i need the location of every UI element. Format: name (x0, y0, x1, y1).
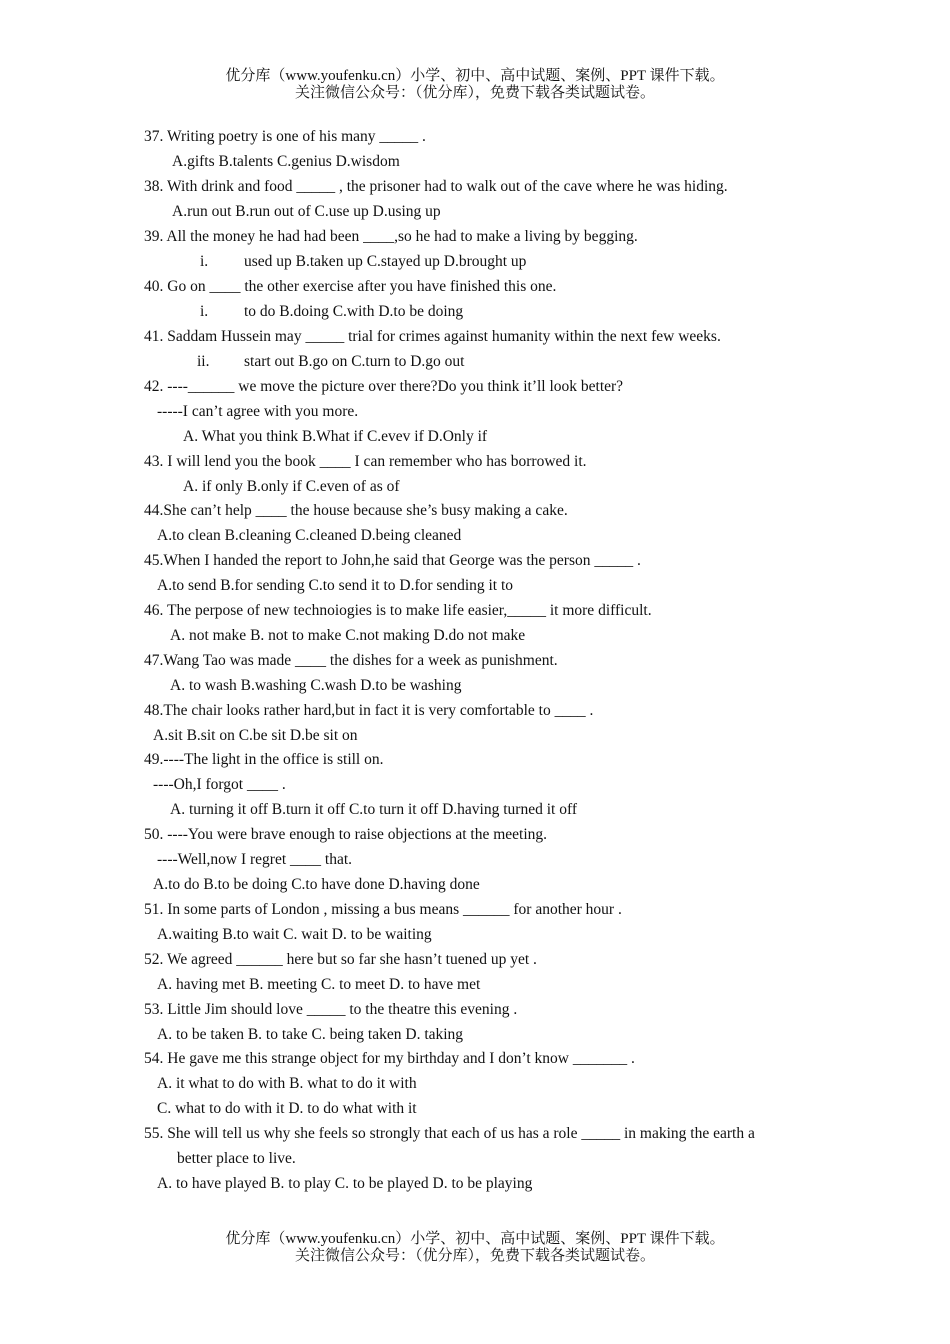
question-55-continued: better place to live. (177, 1150, 296, 1167)
options-48: A.sit B.sit on C.be sit D.be sit on (153, 727, 358, 744)
options-54-ab: A. it what to do with B. what to do it with (157, 1075, 417, 1092)
footer-line-2: 关注微信公众号：（优分库），免费下载各类试题试卷。 (294, 1248, 655, 1264)
question-50-reply: ----Well,now I regret ____ that. (157, 851, 353, 868)
options-39 (200, 252, 526, 272)
question-40: 40. Go on ____ the other exercise after you have finished this one. (144, 278, 557, 295)
options-53: A. to be taken B. to take C. being taken D. taking (157, 1026, 464, 1043)
options-55: A. to have played B. to play C. to be played D. to be playing (157, 1175, 533, 1192)
question-42: 42. ----______ we move the picture over there?Do you think it’ll look better? (144, 378, 624, 395)
question-50: 50. ----You were brave enough to raise objections at the meeting. (144, 826, 548, 843)
question-46: 46. The perpose of new technoiogies is to make life easier,_____ it more difficult. (144, 602, 652, 619)
options-51: A.waiting B.to wait C. wait D. to be waiting (157, 926, 432, 943)
options-43: A. if only B.only if C.even of as of (183, 478, 400, 495)
option-marker: i. (200, 303, 209, 320)
options-44: A.to clean B.cleaning C.cleaned D.being cleaned (157, 527, 462, 544)
options-38: A.run out B.run out of C.use up D.using up (172, 203, 441, 220)
footer-line-1: 优分库（www.youfenku.cn）小学、初中、高中试题、案例、PPT 课件下载。 (225, 1231, 725, 1247)
options-41 (197, 352, 464, 372)
question-37: 37. Writing poetry is one of his many _____ . (144, 128, 426, 145)
options-46: A. not make B. not to make C.not making D.do not make (170, 627, 526, 644)
option-text: to do B.doing C.with D.to be doing (244, 303, 464, 320)
question-49: 49.----The light in the office is still on. (144, 751, 384, 768)
header-line-1: 优分库（www.youfenku.cn）小学、初中、高中试题、案例、PPT 课件下载。 (225, 68, 725, 84)
question-39: 39. All the money he had had been ____,so he had to make a living by begging. (144, 228, 638, 245)
header-line-2: 关注微信公众号：（优分库），免费下载各类试题试卷。 (294, 85, 655, 101)
question-43: 43. I will lend you the book ____ I can remember who has borrowed it. (144, 453, 587, 470)
options-50: A.to do B.to be doing C.to have done D.having done (153, 876, 480, 893)
question-51: 51. In some parts of London , missing a bus means ______ for another hour . (144, 901, 622, 918)
question-49-reply: ----Oh,I forgot ____ . (153, 776, 286, 793)
options-52: A. having met B. meeting C. to meet D. to have met (157, 976, 481, 993)
option-marker: ii. (197, 353, 210, 370)
question-45: 45.When I handed the report to John,he said that George was the person _____ . (144, 552, 641, 569)
option-text: start out B.go on C.turn to D.go out (244, 353, 465, 370)
question-54: 54. He gave me this strange object for my birthday and I don’t know _______ . (144, 1050, 635, 1067)
question-53: 53. Little Jim should love _____ to the theatre this evening . (144, 1001, 518, 1018)
option-text: used up B.taken up C.stayed up D.brought up (244, 253, 527, 270)
options-40 (200, 302, 463, 322)
question-48: 48.The chair looks rather hard,but in fact it is very comfortable to ____ . (144, 702, 594, 719)
question-38: 38. With drink and food _____ , the prisoner had to walk out of the cave where he was hiding. (144, 178, 728, 195)
options-37: A.gifts B.talents C.genius D.wisdom (172, 153, 400, 170)
page-header (0, 68, 950, 102)
question-47: 47.Wang Tao was made ____ the dishes for a week as punishment. (144, 652, 558, 669)
question-55: 55. She will tell us why she feels so strongly that each of us has a role _____ in making the earth a (144, 1125, 755, 1142)
options-45: A.to send B.for sending C.to send it to D.for sending it to (157, 577, 514, 594)
options-54-cd: C. what to do with it D. to do what with it (157, 1100, 417, 1117)
page-footer (0, 1231, 950, 1265)
question-44: 44.She can’t help ____ the house because she’s busy making a cake. (144, 502, 568, 519)
options-42: A. What you think B.What if C.evev if D.Only if (183, 428, 488, 445)
question-41: 41. Saddam Hussein may _____ trial for crimes against humanity within the next few weeks. (144, 328, 721, 345)
option-marker: i. (200, 253, 209, 270)
question-42-reply: -----I can’t agree with you more. (157, 403, 359, 420)
question-52: 52. We agreed ______ here but so far she hasn’t tuened up yet . (144, 951, 537, 968)
options-49: A. turning it off B.turn it off C.to turn it off D.having turned it off (170, 801, 577, 818)
options-47: A. to wash B.washing C.wash D.to be washing (170, 677, 462, 694)
